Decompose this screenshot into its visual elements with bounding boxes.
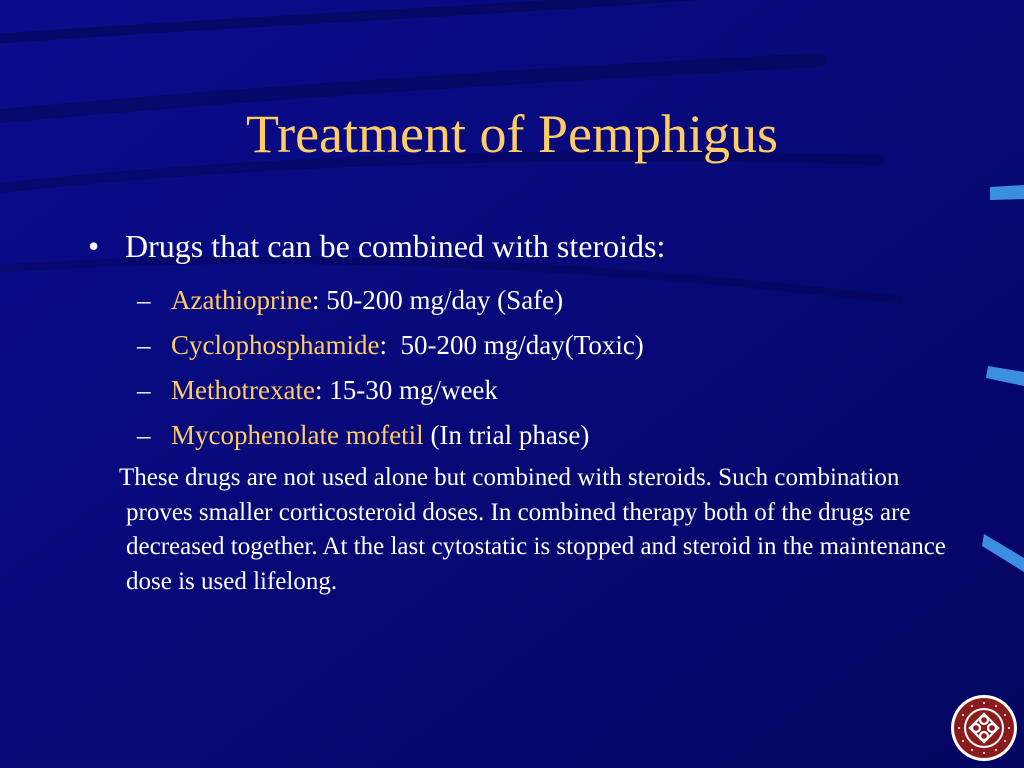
drug-name: Cyclophosphamide <box>171 330 380 360</box>
drug-dose: : 50-200 mg/day (Safe) <box>311 285 564 315</box>
list-item <box>137 278 997 323</box>
dash-symbol: – <box>137 420 151 450</box>
bullet-symbol: • <box>88 228 100 264</box>
drug-dose: : 50-200 mg/day(Toxic) <box>379 330 644 360</box>
drug-name: Mycophenolate mofetil <box>171 420 424 450</box>
dash-symbol: – <box>137 285 151 315</box>
dash-symbol: – <box>137 375 151 405</box>
note-paragraph: These drugs are not used alone but combined with steroids. Such combination proves smaller corticosteroid doses. In combined therapy both of the drugs are decreased together. At the last cytostatic is stopped and steroid in the maintenance dose is used lifelong. <box>119 464 946 595</box>
slide-title: Treatment of Pemphigus <box>246 104 778 164</box>
drug-list <box>137 278 997 458</box>
bullet-text: Drugs that can be combined with steroids: <box>125 228 666 264</box>
dash-symbol: – <box>137 330 151 360</box>
drug-name: Methotrexate <box>171 375 315 405</box>
drug-dose: : 15-30 mg/week <box>314 375 498 405</box>
list-item <box>137 413 997 458</box>
drug-dose: (In trial phase) <box>423 420 590 450</box>
list-item <box>137 323 997 368</box>
university-seal-icon <box>950 694 1018 762</box>
list-item <box>137 368 997 413</box>
main-bullet <box>88 226 988 266</box>
drug-name: Azathioprine <box>171 285 312 315</box>
